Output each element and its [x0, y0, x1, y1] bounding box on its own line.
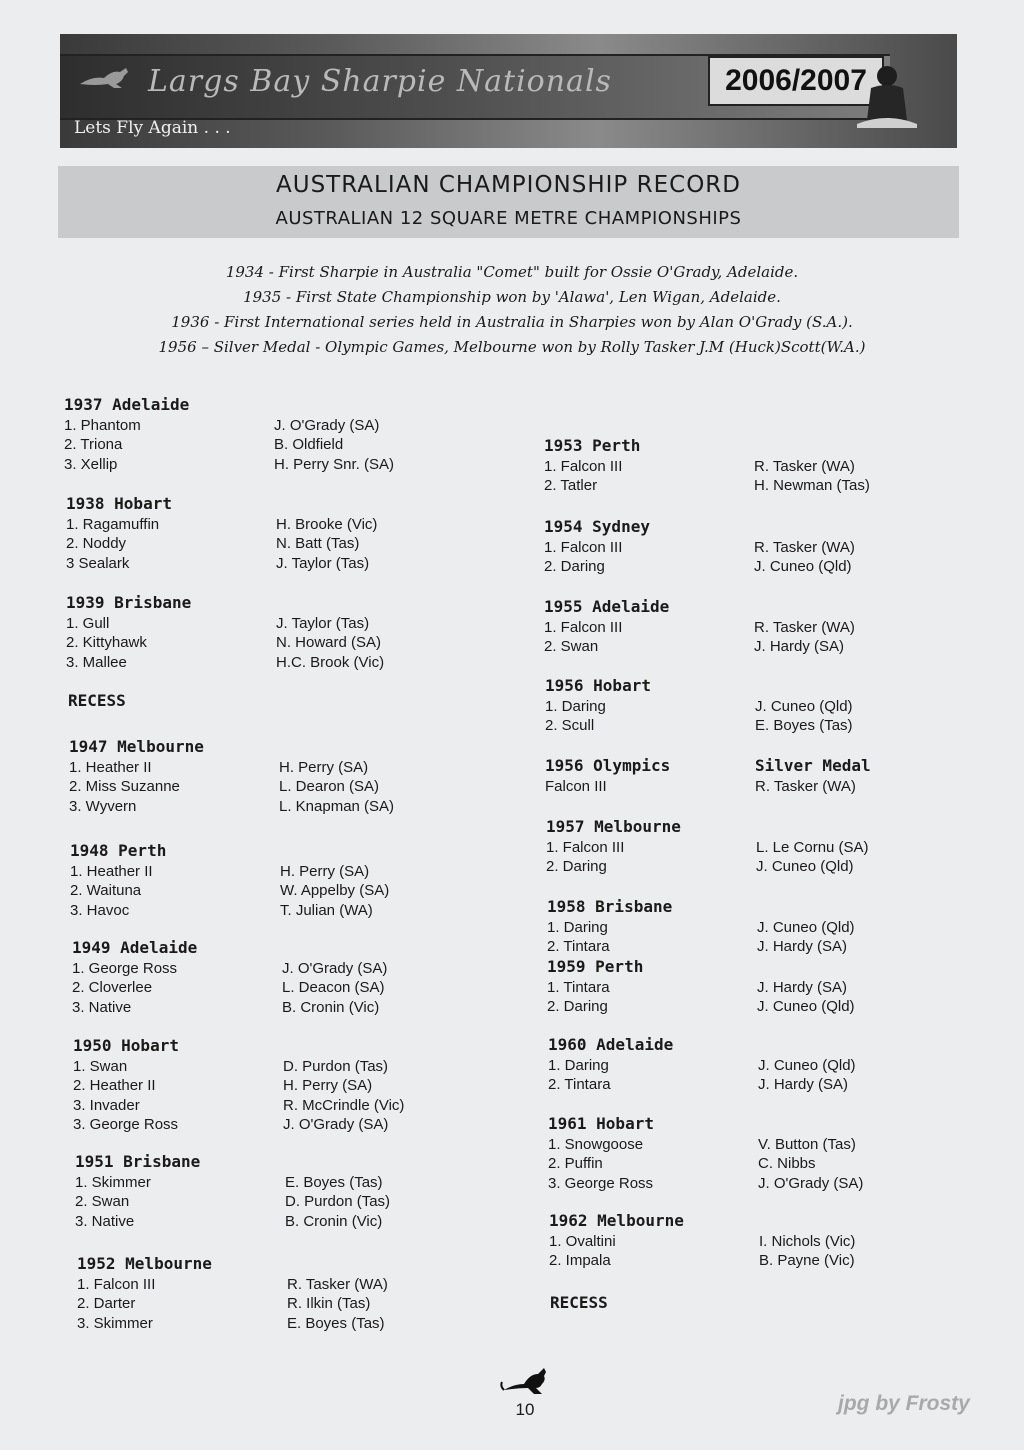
heading-box: [58, 166, 959, 238]
boat-name: 3. Invader: [73, 1096, 140, 1114]
skipper-name: J. Hardy (SA): [757, 938, 848, 956]
skipper-name: H. Newman (Tas): [754, 477, 870, 495]
result-row: [544, 557, 852, 576]
result-row: [70, 881, 390, 900]
boat-name: 1. Falcon III: [544, 458, 623, 475]
recess-label: [550, 1292, 608, 1314]
banner-title: Largs Bay Sharpie Nationals: [148, 64, 612, 99]
boat-name: 2. Cloverlee: [72, 979, 153, 997]
kangaroo-icon: [500, 1366, 558, 1396]
boat-name: 3. Native: [75, 1212, 135, 1230]
result-row: [73, 1057, 389, 1076]
boat-name: 3. Skimmer: [77, 1314, 153, 1332]
result-row: [66, 614, 370, 633]
result-row: [545, 716, 853, 735]
result-row: [66, 554, 370, 573]
skipper-name: B. Oldfield: [274, 436, 344, 454]
boat-name: 2. Puffin: [548, 1155, 603, 1173]
note-line: 1934 - First Sharpie in Australia "Comet" built for Ossie O'Grady, Adelaide.: [225, 263, 799, 281]
result-row: [548, 1154, 816, 1173]
event-title: 1961 Hobart: [548, 1114, 654, 1133]
result-row: [69, 777, 380, 796]
boat-name: 2. Daring: [544, 558, 605, 576]
skipper-name: J. Cuneo (Qld): [757, 998, 855, 1016]
result-row: [73, 1115, 389, 1134]
boat-name: 3. Mallee: [66, 653, 127, 671]
event-block: [549, 1210, 856, 1271]
boat-name: 3. Native: [72, 998, 132, 1016]
skipper-name: R. McCrindle (Vic): [283, 1096, 405, 1114]
banner-tagline: Lets Fly Again . . .: [74, 118, 231, 138]
event-title: 1949 Adelaide: [72, 938, 198, 957]
event-title: 1954 Sydney: [544, 517, 650, 536]
boat-name: 3. Wyvern: [69, 797, 137, 815]
olympics-title: 1956 Olympics: [545, 756, 671, 775]
skipper-name: J. Taylor (Tas): [276, 554, 370, 572]
skipper-name: J. Hardy (SA): [758, 1076, 849, 1094]
event-title: 1953 Perth: [544, 436, 641, 455]
event-title: RECESS: [68, 691, 126, 710]
event-block: [545, 755, 871, 796]
event-title: 1938 Hobart: [66, 494, 172, 513]
skipper-name: N. Batt (Tas): [276, 535, 360, 553]
result-row: [549, 1232, 856, 1251]
skipper-name: R. Tasker (WA): [754, 619, 855, 636]
event-title: 1951 Brisbane: [75, 1152, 201, 1171]
event-title: 1947 Melbourne: [69, 737, 204, 756]
boat-name: 3. George Ross: [548, 1174, 654, 1192]
skipper-name: H.C. Brook (Vic): [276, 653, 385, 671]
event-block: [544, 596, 855, 657]
result-row: [547, 978, 848, 997]
result-row: [72, 978, 385, 997]
skipper-name: N. Howard (SA): [276, 634, 382, 652]
result-row: [546, 857, 854, 876]
boat-name: 1. Daring: [548, 1057, 609, 1074]
result-row: [64, 455, 395, 474]
boat-name: 2. Darter: [77, 1295, 136, 1313]
result-row: [549, 1251, 855, 1270]
skipper-name: E. Boyes (Tas): [755, 717, 853, 735]
boat-name: 2. Impala: [549, 1252, 611, 1270]
page-number: 10: [515, 1400, 535, 1419]
event-block: [544, 516, 855, 577]
skipper-name: H. Perry (SA): [280, 863, 370, 880]
banner-year: 2006/2007: [708, 56, 884, 106]
result-row: [77, 1275, 388, 1294]
note-line: 1936 - First International series held in Australia in Sharpies won by Alan O'Grady (S.A.).: [171, 313, 853, 331]
silver-medal-label: Silver Medal: [755, 756, 871, 775]
event-block: [75, 1151, 391, 1231]
boat-name: 2. Scull: [545, 717, 595, 735]
skipper-name: J. Taylor (Tas): [276, 615, 370, 632]
boat-name: 1. Daring: [545, 698, 606, 715]
skipper-name: J. Cuneo (Qld): [757, 919, 855, 936]
result-row: [73, 1076, 373, 1095]
skipper-name: W. Appelby (SA): [280, 882, 390, 900]
event-title: 1937 Adelaide: [64, 395, 190, 414]
skipper-name: J. O'Grady (SA): [283, 1116, 389, 1134]
event-block: [546, 816, 869, 877]
event-title: 1955 Adelaide: [544, 597, 670, 616]
event-block: [545, 675, 853, 736]
recess-label: [68, 690, 126, 712]
result-row: [547, 937, 848, 956]
event-title: 1958 Brisbane: [547, 897, 673, 916]
skipper-name: R. Ilkin (Tas): [287, 1295, 371, 1313]
result-row: [545, 777, 856, 796]
event-block: [66, 592, 385, 672]
result-row: [547, 918, 855, 937]
result-row: [66, 534, 360, 553]
skipper-name: J. Cuneo (Qld): [758, 1057, 856, 1074]
boat-name: 3. George Ross: [73, 1116, 179, 1134]
boat-name: 2. Daring: [546, 858, 607, 876]
result-row: [77, 1294, 371, 1313]
boat-name: 1. Ovaltini: [549, 1233, 616, 1250]
boat-name: 2. Waituna: [70, 882, 142, 900]
boat-name: 3 Sealark: [66, 554, 130, 572]
skipper-name: H. Perry (SA): [279, 759, 369, 776]
boat-name: 2. Kittyhawk: [66, 634, 147, 652]
skipper-name: H. Brooke (Vic): [276, 516, 378, 533]
note-line: 1956 – Silver Medal - Olympic Games, Melbourne won by Rolly Tasker J.M (Huck)Scott(W.A.): [158, 338, 866, 356]
result-row: [70, 862, 370, 881]
skipper-name: D. Purdon (Tas): [283, 1058, 389, 1075]
event-title: 1956 Hobart: [545, 676, 651, 695]
event-block: [72, 937, 388, 1017]
kangaroo-icon: [78, 64, 136, 90]
boat-name: 3. Xellip: [64, 455, 118, 473]
result-row: [66, 653, 385, 672]
result-row: [75, 1212, 383, 1231]
boat-name: 2. Triona: [64, 436, 123, 454]
boat-name: 2. Swan: [544, 638, 599, 656]
history-notes: [60, 260, 964, 360]
boat-name: 3. Havoc: [70, 901, 130, 919]
boat-name: 1. Daring: [547, 919, 608, 936]
skipper-name: B. Payne (Vic): [759, 1252, 855, 1270]
skipper-name: L. Knapman (SA): [279, 797, 395, 815]
boat-name: 2. Noddy: [66, 535, 127, 553]
boat-name: 2. Heather II: [73, 1077, 156, 1095]
result-row: [545, 697, 853, 716]
boat-name: 1. Heather II: [69, 759, 152, 776]
result-row: [66, 515, 378, 534]
boat-name: 1. Gull: [66, 615, 110, 632]
result-row: [544, 637, 845, 656]
skipper-name: R. Tasker (WA): [754, 458, 855, 475]
result-row: [64, 416, 380, 435]
boat-name: 1. Snowgoose: [548, 1136, 644, 1153]
boat-name: 2. Miss Suzanne: [69, 778, 180, 796]
result-row: [75, 1173, 383, 1192]
page-subtitle: AUSTRALIAN 12 SQUARE METRE CHAMPIONSHIPS: [275, 208, 742, 229]
result-row: [64, 435, 344, 454]
skipper-name: D. Purdon (Tas): [285, 1193, 391, 1211]
event-title: 1957 Melbourne: [546, 817, 681, 836]
result-row: [77, 1314, 385, 1333]
result-row: [544, 618, 855, 637]
result-row: [546, 838, 869, 857]
event-block: [66, 493, 378, 573]
result-row: [72, 959, 388, 978]
event-block: [69, 736, 395, 816]
boat-name: 1. Heather II: [70, 863, 153, 880]
note-line: 1935 - First State Championship won by 'Alawa', Len Wigan, Adelaide.: [243, 288, 781, 306]
skipper-name: J. Cuneo (Qld): [755, 698, 853, 715]
header-banner: [60, 34, 957, 148]
skipper-name: R. Tasker (WA): [287, 1276, 388, 1293]
boat-name: 1. Falcon III: [544, 619, 623, 636]
result-row: [70, 901, 373, 920]
boat-name: 1. Falcon III: [544, 539, 623, 556]
page-title: AUSTRALIAN CHAMPIONSHIP RECORD: [276, 172, 741, 198]
skipper-name: L. Le Cornu (SA): [756, 839, 869, 856]
result-row: [72, 998, 380, 1017]
event-block: [77, 1253, 388, 1333]
event-title: 1959 Perth: [547, 957, 644, 976]
skipper-name: V. Button (Tas): [758, 1136, 856, 1153]
skipper-name: E. Boyes (Tas): [287, 1314, 385, 1332]
result-row: [544, 476, 870, 495]
skipper-name: J. O'Grady (SA): [758, 1174, 864, 1192]
result-row: [548, 1174, 864, 1193]
skipper-name: E. Boyes (Tas): [285, 1174, 383, 1191]
event-block: [64, 394, 395, 474]
skipper-name: H. Perry (SA): [283, 1077, 373, 1095]
result-row: [544, 538, 855, 557]
skipper-name: J. Hardy (SA): [754, 638, 845, 656]
skipper-name: H. Perry Snr. (SA): [274, 455, 395, 473]
skipper-name: J. Hardy (SA): [757, 979, 848, 996]
skipper-name: L. Deacon (SA): [282, 979, 385, 997]
result-row: [544, 457, 855, 476]
event-title: RECESS: [550, 1293, 608, 1312]
skipper-name: B. Cronin (Vic): [285, 1212, 383, 1230]
result-row: [75, 1192, 391, 1211]
skipper-name: I. Nichols (Vic): [759, 1233, 856, 1250]
result-row: [69, 797, 395, 816]
boat-name: 2. Daring: [547, 998, 608, 1016]
event-title: 1962 Melbourne: [549, 1211, 684, 1230]
result-row: [547, 997, 855, 1016]
boat-name: 2. Tintara: [547, 938, 610, 956]
boat-name: 1. Phantom: [64, 417, 141, 434]
event-block: [73, 1035, 405, 1135]
boat-name: 2. Tintara: [548, 1076, 611, 1094]
event-title: 1952 Melbourne: [77, 1254, 212, 1273]
event-block: [70, 840, 390, 920]
boat-name: 1. George Ross: [72, 960, 178, 977]
skipper-name: R. Tasker (WA): [755, 778, 856, 795]
result-row: [548, 1056, 856, 1075]
event-block: [548, 1034, 856, 1095]
sailor-photo: [857, 58, 917, 128]
skipper-name: J. O'Grady (SA): [274, 417, 380, 434]
boat-name: 1. Swan: [73, 1058, 128, 1075]
boat-name: 2. Swan: [75, 1193, 130, 1211]
event-title: [545, 755, 871, 777]
skipper-name: J. Cuneo (Qld): [754, 558, 852, 576]
event-block: [547, 896, 855, 957]
photo-credit: jpg by Frosty: [838, 1392, 970, 1415]
event-block: [544, 435, 870, 496]
event-block: [548, 1113, 864, 1193]
result-row: [73, 1096, 405, 1115]
result-row: [69, 758, 369, 777]
skipper-name: R. Tasker (WA): [754, 539, 855, 556]
skipper-name: J. Cuneo (Qld): [756, 858, 854, 876]
event-title: 1950 Hobart: [73, 1036, 179, 1055]
boat-name: 1. Falcon III: [77, 1276, 156, 1293]
result-row: [548, 1135, 856, 1154]
event-title: 1939 Brisbane: [66, 593, 192, 612]
skipper-name: B. Cronin (Vic): [282, 998, 380, 1016]
boat-name: 1. Skimmer: [75, 1174, 151, 1191]
event-title: 1948 Perth: [70, 841, 167, 860]
result-row: [66, 633, 382, 652]
skipper-name: T. Julian (WA): [280, 901, 373, 919]
boat-name: 2. Tatler: [544, 477, 598, 495]
result-row: [548, 1075, 849, 1094]
boat-name: 1. Falcon III: [546, 839, 625, 856]
skipper-name: J. O'Grady (SA): [282, 960, 388, 977]
event-block: [547, 956, 855, 1017]
skipper-name: L. Dearon (SA): [279, 778, 380, 796]
boat-name: Falcon III: [545, 778, 607, 795]
event-title: 1960 Adelaide: [548, 1035, 674, 1054]
skipper-name: C. Nibbs: [758, 1155, 816, 1173]
boat-name: 1. Ragamuffin: [66, 516, 160, 533]
boat-name: 1. Tintara: [547, 979, 610, 996]
